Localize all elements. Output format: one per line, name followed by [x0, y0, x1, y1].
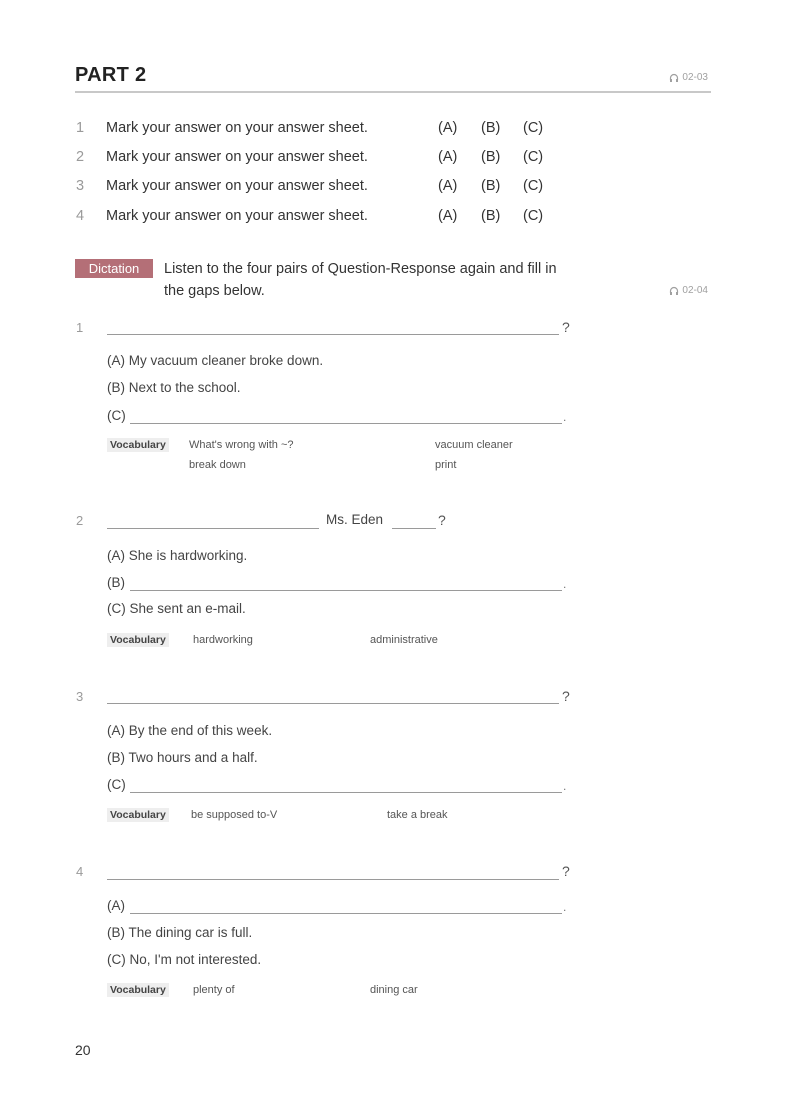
track-number: 02-04 — [682, 285, 708, 296]
vocabulary-label: Vocabulary — [107, 983, 169, 997]
option-b-label: (B) — [107, 575, 125, 590]
vocab-word: print — [435, 459, 457, 471]
option-b[interactable]: (B) — [481, 208, 501, 224]
question-text: Mark your answer on your answer sheet. — [106, 178, 368, 194]
answer-blank[interactable] — [130, 792, 562, 793]
answer-blank[interactable] — [107, 334, 559, 335]
page-number: 20 — [75, 1042, 91, 1058]
option-c[interactable]: (C) — [523, 178, 544, 194]
question-number: 2 — [76, 149, 85, 165]
question-number: 4 — [76, 208, 85, 224]
option-c-text: (C) She sent an e-mail. — [107, 601, 246, 616]
inline-name: Ms. Eden — [326, 512, 384, 527]
option-a-text: (A) My vacuum cleaner broke down. — [107, 353, 324, 368]
vocabulary-label: Vocabulary — [107, 633, 169, 647]
vocab-word: What's wrong with ~? — [189, 439, 294, 451]
option-c-label: (C) — [107, 408, 126, 423]
page-title: PART 2 — [75, 64, 147, 86]
vocab-word: hardworking — [193, 634, 253, 646]
vocab-word: vacuum cleaner — [435, 439, 513, 451]
answer-blank[interactable] — [107, 703, 559, 704]
track-number: 02-03 — [682, 72, 708, 83]
item-number: 3 — [76, 689, 84, 704]
option-b[interactable]: (B) — [481, 178, 501, 194]
answer-blank[interactable] — [107, 879, 559, 880]
answer-blank[interactable] — [107, 528, 319, 529]
question-number: 1 — [76, 120, 85, 136]
question-text: Mark your answer on your answer sheet. — [106, 208, 368, 224]
vocab-word: plenty of — [193, 984, 235, 996]
option-b-text: (B) Next to the school. — [107, 380, 241, 395]
question-mark: ? — [562, 863, 570, 879]
option-a-text: (A) She is hardworking. — [107, 548, 248, 563]
question-mark: ? — [562, 688, 570, 704]
answer-blank[interactable] — [130, 590, 562, 591]
option-b[interactable]: (B) — [481, 120, 501, 136]
item-number: 1 — [76, 320, 84, 335]
vocab-word: dining car — [370, 984, 418, 996]
audio-track-label — [669, 285, 708, 296]
option-a[interactable]: (A) — [438, 120, 458, 136]
question-text: Mark your answer on your answer sheet. — [106, 149, 368, 165]
period: . — [563, 577, 567, 591]
headphones-icon — [669, 73, 679, 83]
answer-blank[interactable] — [130, 913, 562, 914]
vocab-word: break down — [189, 459, 246, 471]
instruction-line: Listen to the four pairs of Question-Response again and fill in — [164, 261, 557, 277]
option-a[interactable]: (A) — [438, 178, 458, 194]
option-c-label: (C) — [107, 777, 126, 792]
dictation-instruction — [164, 258, 624, 302]
option-b-text: (B) The dining car is full. — [107, 925, 253, 940]
answer-blank[interactable] — [392, 528, 436, 529]
question-mark: ? — [562, 319, 570, 335]
option-c-text: (C) No, I'm not interested. — [107, 952, 262, 967]
option-c[interactable]: (C) — [523, 149, 544, 165]
option-b[interactable]: (B) — [481, 149, 501, 165]
headphones-icon — [669, 286, 679, 296]
period: . — [563, 779, 567, 793]
dictation-badge: Dictation — [75, 259, 153, 278]
option-a-text: (A) By the end of this week. — [107, 723, 273, 738]
option-a[interactable]: (A) — [438, 208, 458, 224]
question-mark: ? — [438, 512, 446, 528]
vocab-word: take a break — [387, 809, 448, 821]
question-text: Mark your answer on your answer sheet. — [106, 120, 368, 136]
period: . — [563, 900, 567, 914]
vocabulary-label: Vocabulary — [107, 808, 169, 822]
answer-blank[interactable] — [130, 423, 562, 424]
vocabulary-label: Vocabulary — [107, 438, 169, 452]
audio-track-label — [669, 72, 708, 83]
option-c[interactable]: (C) — [523, 208, 544, 224]
header-divider — [75, 91, 711, 93]
question-number: 3 — [76, 178, 85, 194]
option-c[interactable]: (C) — [523, 120, 544, 136]
option-b-text: (B) Two hours and a half. — [107, 750, 258, 765]
option-a-label: (A) — [107, 898, 125, 913]
option-a[interactable]: (A) — [438, 149, 458, 165]
period: . — [563, 410, 567, 424]
item-number: 4 — [76, 864, 84, 879]
item-number: 2 — [76, 513, 84, 528]
vocab-word: administrative — [370, 634, 438, 646]
vocab-word: be supposed to-V — [191, 809, 278, 821]
instruction-line: the gaps below. — [164, 283, 265, 299]
